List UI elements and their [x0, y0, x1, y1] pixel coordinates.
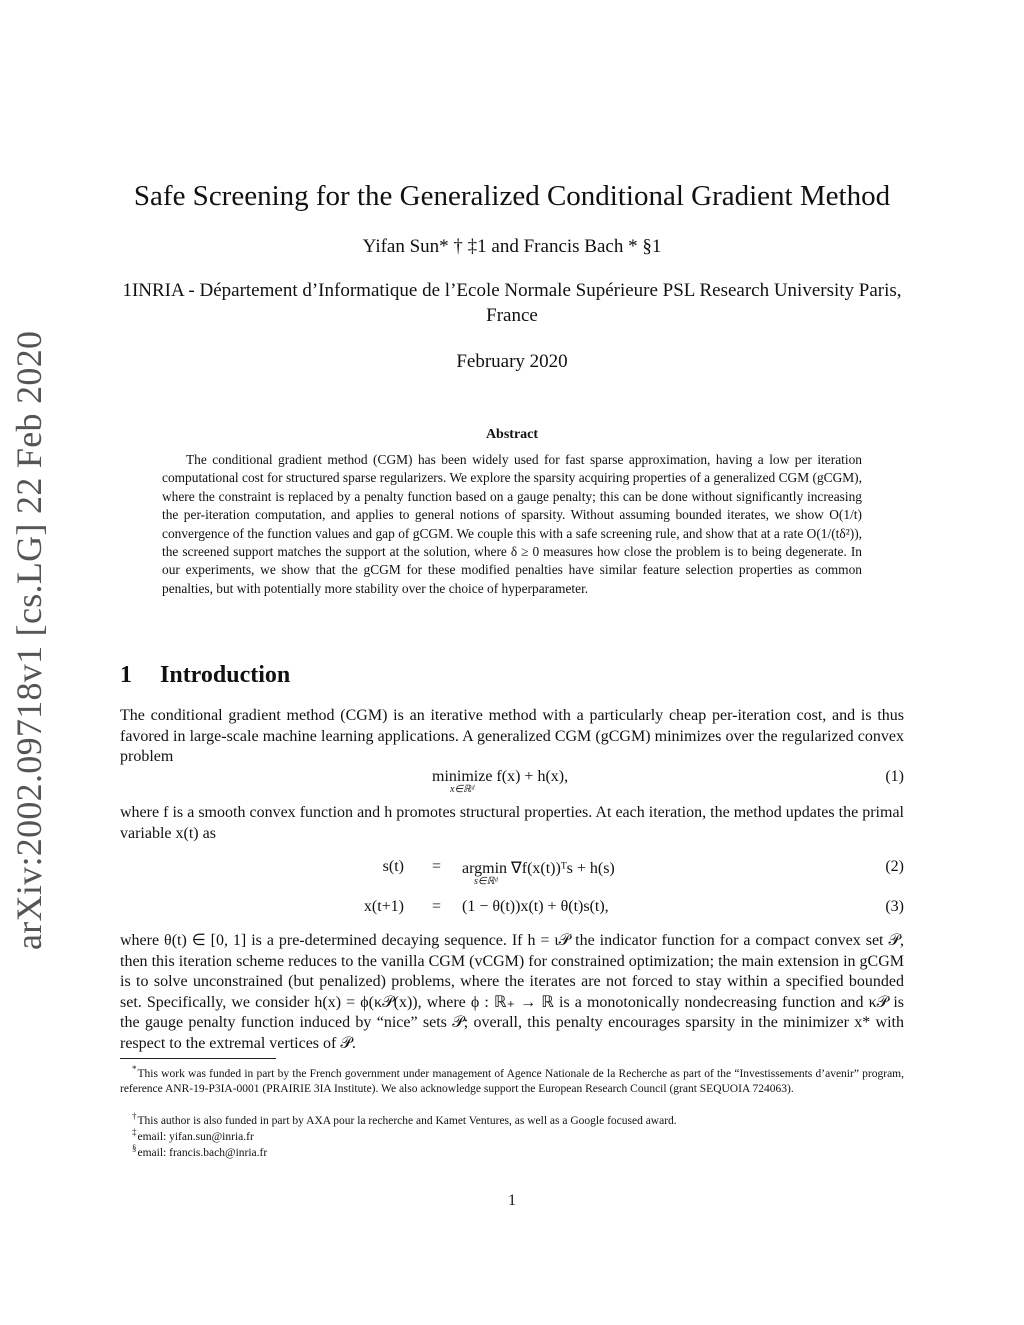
- equation-3-relation: =: [432, 898, 442, 915]
- abstract-text: The conditional gradient method (CGM) has been widely used for fast sparse approximation, having a low per iteration computational cost for structured sparse regularizers. We explore the sparsity acquiring properties of a generalized CGM (gCGM), where the constraint is replaced by a penalty function based on a gauge penalty; this can be done without significantly increasing the per-iteration computation, and applies to general notions of sparsity. Without assuming bounded iterates, we show O(1/t) convergence of the function values and gap of gCGM. We couple this with a safe screening rule, and show that at a rate O(1/(tδ²)), the screened support matches the support at the solution, where δ ≥ 0 measures how close the problem is to being degenerate. In our experiments, we show that the gCGM for these modified penalties have similar feature selection properties as common penalties, but with potentially more stability over the choice of hyperparameter.: [162, 452, 862, 596]
- footnote-3-text: email: yifan.sun@inria.fr: [137, 1130, 254, 1143]
- footnote-3-mark: ‡: [132, 1127, 137, 1137]
- intro-paragraph-3: where θ(t) ∈ [0, 1] is a pre-determined decaying sequence. If h = ι𝒫 the indicator function for a compact convex set 𝒫, then this iteration scheme reduces to the vanilla CGM (vCGM) for constrained optimization; the main extension in gCGM is to solve unconstrained (but penalized) problems, where the iterates are not forced to stay within a specified bounded set. Specifically, we consider h(x) = ϕ(κ𝒫(x)), where ϕ : ℝ₊ → ℝ is a monotonically nondecreasing function and κ𝒫 is the gauge penalty function induced by “nice” sets 𝒫; overall, this penalty encourages sparsity in the minimizer x* with respect to the extremal vertices of 𝒫.: [120, 932, 904, 1052]
- equation-3-rhs: (1 − θ(t))x(t) + θ(t)s(t),: [462, 898, 609, 915]
- authors: Yifan Sun* † ‡1 and Francis Bach * §1: [362, 236, 662, 257]
- footnote-1: [120, 1062, 904, 1098]
- footnote-2-mark: †: [132, 1111, 137, 1121]
- intro-paragraph-2: where f is a smooth convex function and h promotes structural properties. At each iteration, the method updates the primal variable x(t) as: [120, 804, 904, 842]
- equation-1-number: (1): [885, 768, 904, 785]
- section-number: 1: [120, 662, 132, 688]
- equation-3-number: (3): [885, 898, 904, 915]
- paper-title: Safe Screening for the Generalized Conditional Gradient Method: [133, 180, 891, 212]
- footnote-1-text: This work was funded in part by the French government under management of Agence Nationale de la Recherche as part of the “Investissements d’avenir” program, reference ANR-19-P3IA-0001 (PRAIRIE 3IA Institute). We also acknowledge support the European Research Council (grant SEQUOIA 724063).: [120, 1067, 904, 1096]
- section-title: Introduction: [160, 662, 291, 688]
- affiliation: 1INRIA - Département d’Informatique de l’Ecole Normale Supérieure PSL Research University Paris, France: [122, 280, 902, 326]
- abstract-heading: Abstract: [485, 427, 539, 442]
- footnote-rule: [120, 1058, 276, 1059]
- equation-2-rhs: argmin ∇f(x(t))ᵀs + h(s): [462, 860, 615, 877]
- equation-2-lhs: s(t): [382, 858, 404, 875]
- page-number: 1: [508, 1192, 516, 1209]
- date: February 2020: [456, 351, 568, 372]
- footnote-4: [120, 1141, 904, 1161]
- equation-2-number: (2): [885, 858, 904, 875]
- arxiv-stamp: arXiv:2002.09718v1 [cs.LG] 22 Feb 2020: [9, 330, 49, 950]
- footnote-4-text: email: francis.bach@inria.fr: [137, 1146, 268, 1159]
- section-heading: [120, 662, 290, 689]
- equation-1-subscript: x∈ℝᵈ: [450, 784, 475, 795]
- equation-3-lhs: x(t+1): [363, 898, 404, 915]
- intro-paragraph-1: The conditional gradient method (CGM) is an iterative method with a particularly cheap per-iteration cost, and is thus favored in large-scale machine learning applications. A generalized CGM (gCGM) minimizes over the regularized convex problem: [120, 707, 904, 765]
- abstract-body: [162, 451, 862, 598]
- equation-2-relation: =: [432, 858, 442, 875]
- equation-1-body: minimize f(x) + h(x),: [432, 768, 569, 785]
- footnote-1-mark: *: [132, 1064, 137, 1074]
- equation-2-subscript: s∈ℝᵈ: [474, 876, 498, 887]
- footnote-4-mark: §: [132, 1143, 137, 1153]
- footnote-2-text: This author is also funded in part by AXA pour la recherche and Kamet Ventures, as well as a Google focused award.: [137, 1114, 677, 1127]
